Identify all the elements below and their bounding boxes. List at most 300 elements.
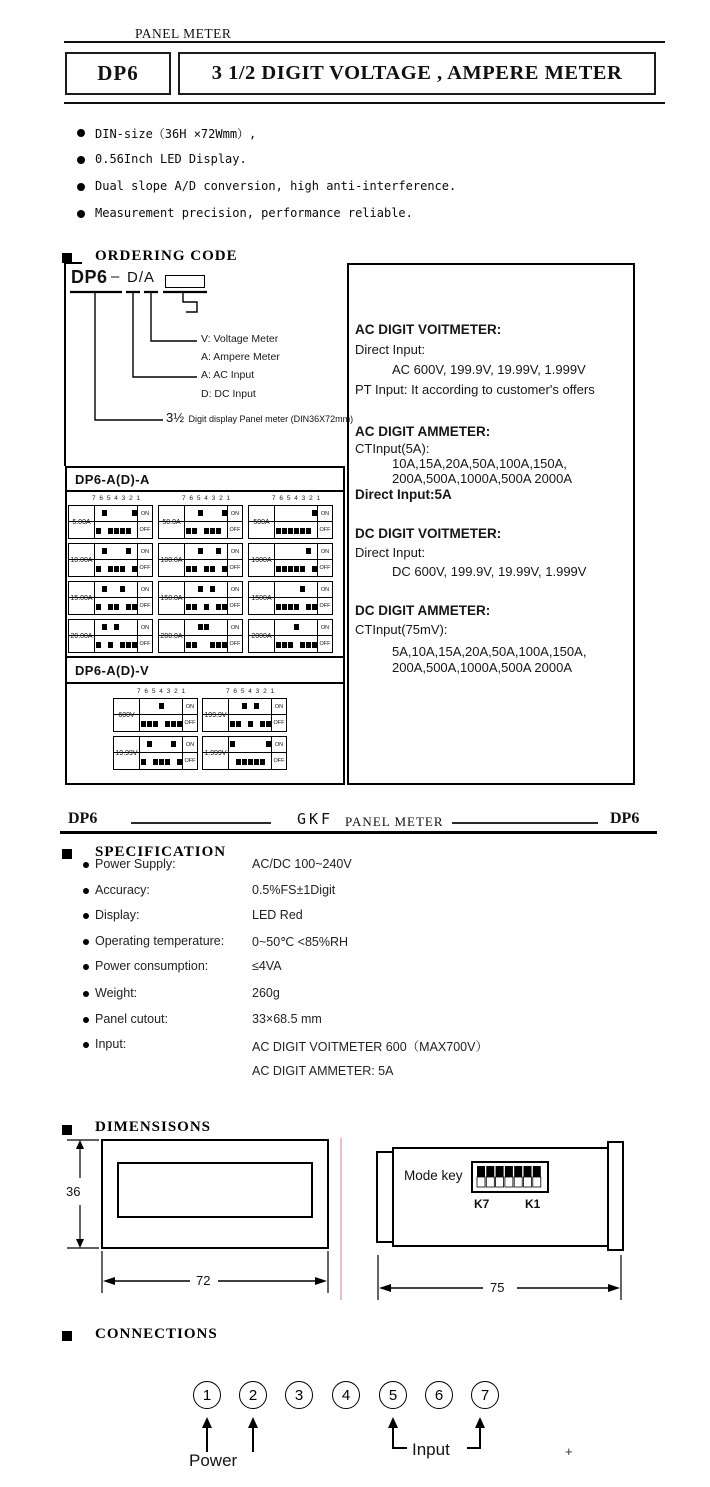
dip-switch-block <box>68 581 153 615</box>
dip-switch-handle <box>177 759 182 765</box>
dip-onoff-legend <box>227 620 242 652</box>
terminal-circle: 5 <box>379 1381 407 1409</box>
dip-switch-block <box>248 619 333 653</box>
dip-range-label: 150.0A <box>159 582 185 614</box>
dip-off-label: OFF <box>184 720 196 726</box>
dip-range-label: 19.99V <box>114 737 140 769</box>
dip-switch-handle <box>306 604 311 610</box>
dip-switch-handle <box>248 759 253 765</box>
dip-onoff-legend <box>317 544 332 576</box>
dim-front-width: 72 <box>196 1273 211 1288</box>
dimension-drawings <box>55 1135 655 1310</box>
dip-off-label: OFF <box>319 641 331 647</box>
dip-onoff-legend <box>137 506 152 538</box>
dip-switch-area <box>95 620 137 652</box>
spec-bullet-icon <box>83 913 89 919</box>
dip-switch-block <box>158 505 243 539</box>
feature-list <box>60 122 640 234</box>
dip-on-label: ON <box>140 511 150 517</box>
dip-switch-handle <box>312 566 317 572</box>
dip-switch-handle <box>108 642 113 648</box>
amp-table-band <box>65 466 345 492</box>
dip-on-label: ON <box>140 549 150 555</box>
spec-bullet-icon <box>83 1017 89 1023</box>
spec-row-label: Accuracy: <box>95 883 150 897</box>
dip-switch-handle <box>198 510 203 516</box>
connections-heading: CONNECTIONS <box>95 1326 218 1342</box>
dip-switch-handle <box>192 642 197 648</box>
spec-bullet-icon <box>83 939 89 945</box>
spec-row-value: ≤4VA <box>252 959 282 973</box>
dip-switch-handle <box>204 624 209 630</box>
input-type-option-d: D: DC Input <box>201 388 256 400</box>
dip-switch-handle <box>186 566 191 572</box>
dip-switch-handle <box>132 604 137 610</box>
dip-on-label: ON <box>230 587 240 593</box>
dip-on-label: ON <box>140 587 150 593</box>
terminal-circle: 2 <box>239 1381 267 1409</box>
feature-item <box>60 176 620 203</box>
dip-switch-handle <box>114 566 119 572</box>
dip-scale-header: 7 6 5 4 3 2 1 <box>182 495 232 502</box>
dip-switch-handle <box>186 642 191 648</box>
dip-off-label: OFF <box>139 603 151 609</box>
dip-range-label: 5.00A <box>69 506 95 538</box>
dip-on-label: ON <box>230 549 240 555</box>
dip-on-label: ON <box>320 625 330 631</box>
header-rule-top <box>64 41 665 43</box>
dip-switch-handle <box>153 759 158 765</box>
meter-type-option-v: V: Voltage Meter <box>201 333 279 345</box>
terminal-circle: 4 <box>332 1381 360 1409</box>
dip-switch-handle <box>132 566 137 572</box>
dip-switch-handle <box>242 759 247 765</box>
dip-switch-handle <box>254 703 259 709</box>
dip-switch-block <box>158 581 243 615</box>
dim-front-height: 36 <box>66 1184 81 1199</box>
dip-on-label: ON <box>320 511 330 517</box>
dip-on-label: ON <box>140 625 150 631</box>
dip-on-label: ON <box>185 704 195 710</box>
dip-switch-area <box>95 506 137 538</box>
dip-switch-handle <box>248 721 253 727</box>
dip-switch-handle <box>300 528 305 534</box>
divider-line-right <box>452 822 598 824</box>
dip-switch-handle <box>126 548 131 554</box>
dip-switch-handle <box>96 566 101 572</box>
spec-row-value: AC DIGIT VOITMETER 600（MAX700V） <box>252 1040 488 1054</box>
page-title: 3 1/2 DIGIT VOLTAGE , AMPERE METER <box>211 62 623 84</box>
dip-switch-handle <box>114 604 119 610</box>
spec-bullet-icon <box>83 964 89 970</box>
dip-range-label: 10.00A <box>69 544 95 576</box>
dip-switch-handle <box>186 604 191 610</box>
dip-switch-handle <box>216 604 221 610</box>
dip-off-label: OFF <box>319 603 331 609</box>
dip-switch-handle <box>312 642 317 648</box>
input-type-option-a: A: AC Input <box>201 369 255 381</box>
dip-switch-block <box>68 619 153 653</box>
feature-text: DIN-size（36H ×72Wmm）, <box>95 127 257 141</box>
dip-switch-handle <box>222 566 227 572</box>
dip-switch-area <box>95 582 137 614</box>
dip-onoff-legend <box>227 506 242 538</box>
dip-switch-handle <box>266 741 271 747</box>
dip-switch-area <box>275 620 317 652</box>
spec-row-value: 0~50℃ <85%RH <box>252 935 349 949</box>
dip-switch-handle <box>288 566 293 572</box>
dip-switch-block <box>202 698 287 732</box>
terminal-circle: 1 <box>193 1381 221 1409</box>
dip-switch-handle <box>114 624 119 630</box>
terminal-circle: 6 <box>425 1381 453 1409</box>
dip-switch-handle <box>294 566 299 572</box>
ac-voltmeter-pt: PT Input: It according to customer's offers <box>355 382 595 397</box>
dip-switch-handle <box>300 642 305 648</box>
base-model-text: Digit display Panel meter (DIN36X72mm) <box>188 414 354 424</box>
volt-table-title: DP6-A(D)-V <box>75 662 150 678</box>
spec-row-value: LED Red <box>252 908 303 922</box>
dip-scale-header: 7 6 5 4 3 2 1 <box>226 688 276 695</box>
bullet-icon <box>77 183 85 191</box>
dip-scale-header: 7 6 5 4 3 2 1 <box>92 495 142 502</box>
bullet-icon <box>77 156 85 164</box>
dip-off-label: OFF <box>319 527 331 533</box>
dip-switch-handle <box>147 741 152 747</box>
dip-switch-handle <box>306 548 311 554</box>
power-label: Power <box>189 1451 238 1470</box>
dip-range-label: 1.999V <box>203 737 229 769</box>
dc-voltmeter-direct: Direct Input: <box>355 545 426 560</box>
dip-switch-handle <box>210 642 215 648</box>
feature-item <box>60 203 620 230</box>
divider-brand-suffix: PANEL METER <box>345 814 444 829</box>
ac-ammeter-values1: 10A,15A,20A,50A,100A,150A, <box>392 456 567 471</box>
dip-switch-handle <box>276 642 281 648</box>
feature-item <box>60 149 620 176</box>
dc-ammeter-values2: 200A,500A,1000A,500A 2000A <box>392 660 572 675</box>
model-text: DP6 <box>97 61 139 85</box>
dip-on-label: ON <box>185 742 195 748</box>
dip-switch-handle <box>210 566 215 572</box>
dip-switch-block <box>68 505 153 539</box>
dip-switch-handle <box>132 642 137 648</box>
dip-switch-area <box>275 582 317 614</box>
divider-right-model: DP6 <box>610 810 640 827</box>
divider-line-left <box>131 822 271 824</box>
volt-dip-table <box>65 682 345 785</box>
dip-switch-handle <box>186 528 191 534</box>
dip-switch-handle <box>171 721 176 727</box>
connection-arrows <box>180 1410 600 1470</box>
dip-switch-handle <box>260 759 265 765</box>
dc-voltmeter-title: DC DIGIT VOITMETER: <box>355 526 502 541</box>
dip-switch-handle <box>210 528 215 534</box>
dip-switch-handle <box>192 604 197 610</box>
dip-switch-handle <box>236 721 241 727</box>
dip-switch-handle <box>276 528 281 534</box>
dc-ammeter-ct: CTInput(75mV): <box>355 622 448 637</box>
dip-onoff-legend <box>227 544 242 576</box>
dip-switch-handle <box>96 528 101 534</box>
dip-off-label: OFF <box>229 565 241 571</box>
dip-switch-handle <box>147 721 152 727</box>
dip-onoff-legend <box>271 699 286 731</box>
dip-switch-handle <box>222 510 227 516</box>
dip-switch-handle <box>171 741 176 747</box>
dip-off-label: OFF <box>229 603 241 609</box>
dip-switch-handle <box>159 703 164 709</box>
ac-ammeter-ct: CTInput(5A): <box>355 441 430 456</box>
dip-k1-label: K1 <box>525 1197 541 1211</box>
dip-on-label: ON <box>230 511 240 517</box>
divider-rule <box>60 831 657 834</box>
code-dash: – <box>111 268 120 285</box>
spec-row-label: Display: <box>95 908 140 922</box>
dip-switch-area <box>140 737 182 769</box>
ordering-code-heading: ORDERING CODE <box>95 248 238 264</box>
dip-switch-block <box>113 736 198 770</box>
divider-brand: GKF <box>297 810 334 828</box>
code-input-slot: D/A <box>127 269 156 286</box>
dip-switch-handle <box>294 624 299 630</box>
dip-switch-handle <box>120 586 125 592</box>
section-square-icon <box>62 1331 72 1341</box>
dip-range-label: 15.00A <box>69 582 95 614</box>
dip-switch-handle <box>108 528 113 534</box>
dip-range-label: 2000A <box>249 620 275 652</box>
dip-switch-handle <box>126 642 131 648</box>
spec-bullet-icon <box>83 862 89 868</box>
dip-range-label: 100.0A <box>159 544 185 576</box>
dip-switch-handle <box>114 528 119 534</box>
spec-row-label: Power Supply: <box>95 857 176 871</box>
ac-voltmeter-values: AC 600V, 199.9V, 19.99V, 1.999V <box>392 362 586 377</box>
plus-sign: + <box>565 1444 573 1459</box>
dip-range-label: 500A <box>249 506 275 538</box>
divider-left-model: DP6 <box>68 810 98 827</box>
dip-switch-area <box>185 544 227 576</box>
dip-switch-handle <box>282 528 287 534</box>
spec-row-label: Operating temperature: <box>95 934 225 948</box>
dip-switch-handle <box>120 528 125 534</box>
dip-switch-block <box>158 619 243 653</box>
spec-row-label: Power consumption: <box>95 959 209 973</box>
spec-row-value: 0.5%FS±1Digit <box>252 883 336 897</box>
dc-ammeter-title: DC DIGIT AMMETER: <box>355 603 491 618</box>
feature-text: Dual slope A/D conversion, high anti-interference. <box>95 179 457 193</box>
dip-switch-handle <box>276 604 281 610</box>
dip-switch-handle <box>306 642 311 648</box>
feature-text: Measurement precision, performance reliable. <box>95 206 413 220</box>
dc-voltmeter-values: DC 600V, 199.9V, 19.99V, 1.999V <box>392 564 587 579</box>
spec-row-value2: AC DIGIT AMMETER: 5A <box>252 1064 394 1078</box>
dip-switch-area <box>185 582 227 614</box>
ac-ammeter-title: AC DIGIT AMMETER: <box>355 424 491 439</box>
dip-switch-handle <box>288 604 293 610</box>
dip-off-label: OFF <box>229 527 241 533</box>
dip-switch-area <box>185 620 227 652</box>
dip-range-label: 1000A <box>249 544 275 576</box>
dip-k7-label: K7 <box>474 1197 490 1211</box>
terminal-circle: 3 <box>285 1381 313 1409</box>
dip-switch-handle <box>159 759 164 765</box>
dip-switch-handle <box>216 528 221 534</box>
dip-off-label: OFF <box>139 527 151 533</box>
dip-switch-handle <box>288 642 293 648</box>
dip-onoff-legend <box>271 737 286 769</box>
dip-switch-handle <box>210 586 215 592</box>
dip-switch-handle <box>204 604 209 610</box>
amp-dip-table <box>65 490 345 658</box>
dip-off-label: OFF <box>184 758 196 764</box>
dip-switch-handle <box>230 721 235 727</box>
dip-switch-handle <box>288 528 293 534</box>
dip-switch-handle <box>102 624 107 630</box>
dip-switch-handle <box>198 586 203 592</box>
dip-onoff-legend <box>182 699 197 731</box>
dip-switch-block <box>248 581 333 615</box>
dc-ammeter-values1: 5A,10A,15A,20A,50A,100A,150A, <box>392 644 587 659</box>
dip-scale-header: 7 6 5 4 3 2 1 <box>137 688 187 695</box>
dip-switch-handle <box>300 566 305 572</box>
dip-on-label: ON <box>274 742 284 748</box>
dip-switch-handle <box>126 604 131 610</box>
dip-switch-handle <box>312 604 317 610</box>
dip-switch-handle <box>102 548 107 554</box>
spec-bullet-icon <box>83 1042 89 1048</box>
dip-switch-handle <box>282 566 287 572</box>
spec-row-value: 33×68.5 mm <box>252 1012 322 1026</box>
dip-switch-handle <box>312 510 317 516</box>
dip-on-label: ON <box>230 625 240 631</box>
dip-switch-handle <box>96 642 101 648</box>
dip-switch-block <box>248 543 333 577</box>
dip-switch-area <box>95 544 137 576</box>
dip-switch-handle <box>108 604 113 610</box>
spec-row-value: AC/DC 100~240V <box>252 857 352 871</box>
dip-switch-handle <box>216 548 221 554</box>
dip-switch-handle <box>266 721 271 727</box>
dip-onoff-legend <box>137 544 152 576</box>
dip-switch-handle <box>102 510 107 516</box>
title-box <box>178 52 656 95</box>
dip-switch-handle <box>236 759 241 765</box>
dip-switch-handle <box>165 759 170 765</box>
spec-row-value: 260g <box>252 986 280 1000</box>
dip-off-label: OFF <box>139 565 151 571</box>
dip-switch-handle <box>192 566 197 572</box>
dip-switch-handle <box>198 624 203 630</box>
dip-switch-block <box>158 543 243 577</box>
dip-onoff-legend <box>137 582 152 614</box>
feature-item <box>60 122 620 149</box>
mode-key-label: Mode key <box>404 1168 463 1183</box>
spec-row-label: Weight: <box>95 986 138 1000</box>
dip-switch-handle <box>294 528 299 534</box>
dip-switch-handle <box>222 642 227 648</box>
section-square-icon <box>62 849 72 859</box>
dip-switch-handle <box>230 741 235 747</box>
ordering-code-diagram <box>60 260 350 468</box>
spec-bullet-icon <box>83 991 89 997</box>
amp-table-title: DP6-A(D)-A <box>75 471 150 487</box>
spec-row-label: Panel cutout: <box>95 1012 168 1026</box>
dip-on-label: ON <box>274 704 284 710</box>
dip-switch-handle <box>192 528 197 534</box>
dip-switch-handle <box>294 604 299 610</box>
dip-on-label: ON <box>320 587 330 593</box>
input-label: Input <box>412 1440 450 1459</box>
spec-row-label: Input: <box>95 1037 127 1051</box>
dip-switch-handle <box>204 528 209 534</box>
terminal-circle: 7 <box>471 1381 499 1409</box>
dip-switch-handle <box>282 604 287 610</box>
dip-switch-block <box>202 736 287 770</box>
dimensions-heading: DIMENSISONS <box>95 1119 212 1135</box>
base-model-num: 3½ <box>166 410 185 425</box>
dip-off-label: OFF <box>229 641 241 647</box>
dip-switch-block <box>113 698 198 732</box>
dip-switch-handle <box>126 528 131 534</box>
mode-key-dip-icon <box>477 1166 541 1187</box>
dip-switch-handle <box>198 548 203 554</box>
code-model: DP6 <box>71 267 108 287</box>
dip-switch-handle <box>282 642 287 648</box>
base-model-note <box>166 409 353 427</box>
dip-switch-area <box>229 737 271 769</box>
dip-switch-block <box>248 505 333 539</box>
brand-header: PANEL METER <box>135 26 232 41</box>
dip-switch-handle <box>141 759 146 765</box>
dip-switch-handle <box>141 721 146 727</box>
dip-switch-block <box>68 543 153 577</box>
dip-switch-area <box>275 506 317 538</box>
dip-range-label: 50.0A <box>159 506 185 538</box>
bullet-icon <box>77 210 85 218</box>
dip-switch-handle <box>177 721 182 727</box>
header-rule-bottom <box>64 102 665 104</box>
dip-onoff-legend <box>137 620 152 652</box>
section-square-icon <box>62 1125 72 1135</box>
dip-switch-handle <box>300 586 305 592</box>
dip-switch-area <box>229 699 271 731</box>
dip-onoff-legend <box>317 582 332 614</box>
dip-switch-handle <box>108 566 113 572</box>
dip-switch-area <box>275 544 317 576</box>
ac-voltmeter-title: AC DIGIT VOITMETER: <box>355 322 502 337</box>
dip-switch-handle <box>242 703 247 709</box>
dip-onoff-legend <box>317 506 332 538</box>
dip-range-label: 1500A <box>249 582 275 614</box>
volt-table-band <box>65 656 345 684</box>
dip-switch-handle <box>254 759 259 765</box>
dip-switch-area <box>140 699 182 731</box>
dip-switch-handle <box>222 604 227 610</box>
specification-heading: SPECIFICATION <box>95 844 227 860</box>
dip-switch-handle <box>165 721 170 727</box>
dip-switch-handle <box>96 604 101 610</box>
model-box <box>65 52 171 95</box>
spec-bullet-icon <box>83 888 89 894</box>
feature-text: 0.56Inch LED Display. <box>95 152 247 166</box>
dip-onoff-legend <box>182 737 197 769</box>
dip-off-label: OFF <box>139 641 151 647</box>
dip-off-label: OFF <box>273 720 285 726</box>
bullet-icon <box>77 129 85 137</box>
ac-ammeter-values2: 200A,500A,1000A,500A 2000A <box>392 471 572 486</box>
dip-scale-header: 7 6 5 4 3 2 1 <box>272 495 322 502</box>
